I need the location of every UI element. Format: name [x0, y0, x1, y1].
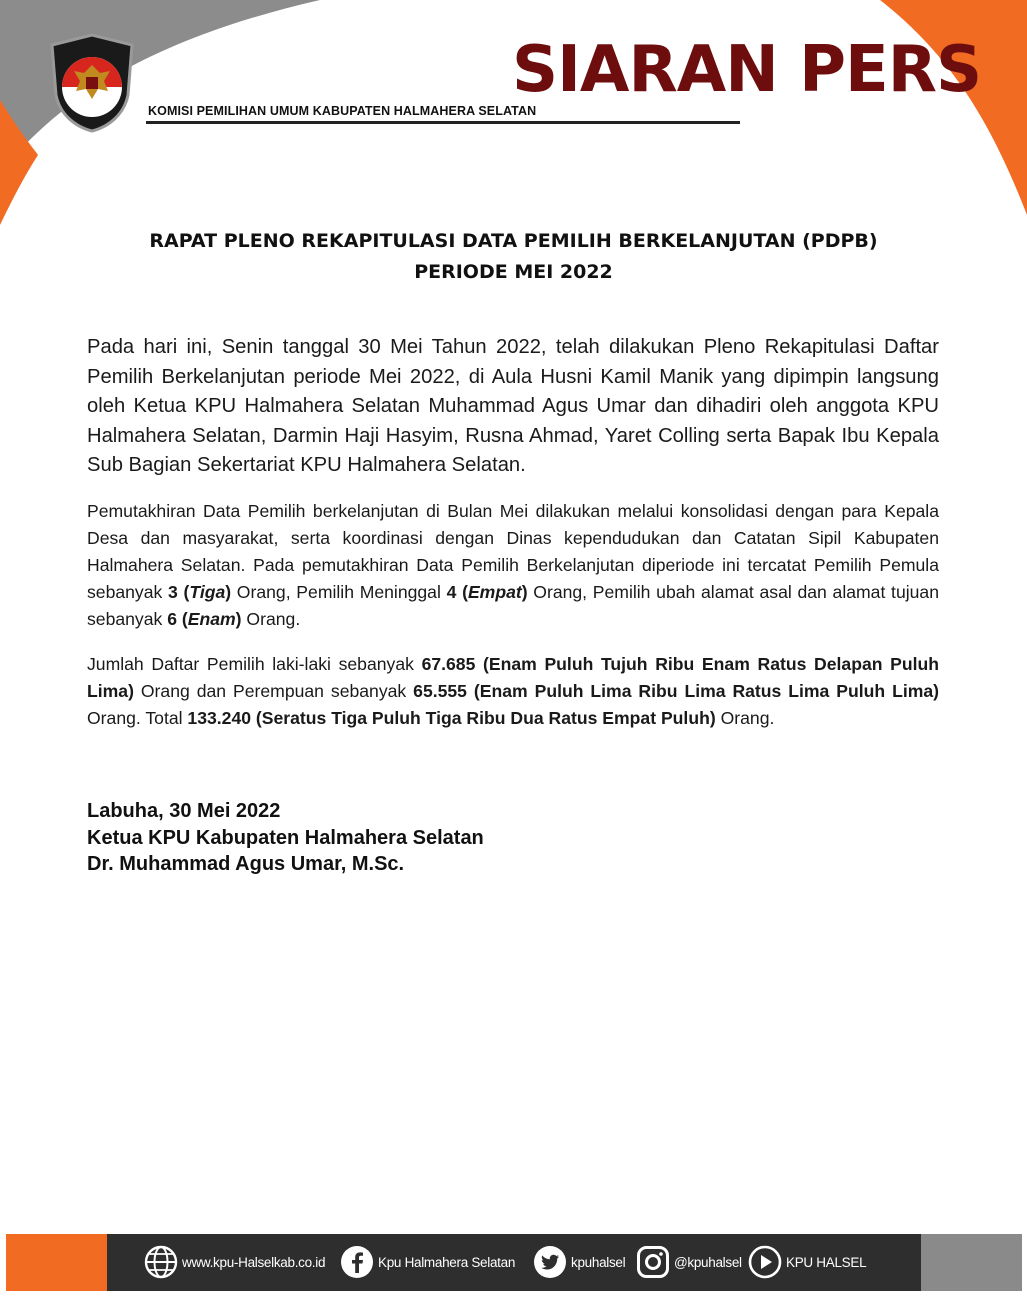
organization-name: KOMISI PEMILIHAN UMUM KABUPATEN HALMAHERA SELATAN — [148, 104, 537, 118]
deceased-voters-count: 4 (Empat) — [446, 582, 528, 602]
paragraph-2-text-d: Orang. — [241, 609, 301, 629]
footer-twitter-label: kpuhalsel — [571, 1254, 626, 1270]
signature-position: Ketua KPU Kabupaten Halmahera Selatan — [87, 826, 484, 849]
paragraph-3-text-b: Orang dan Perempuan sebanyak — [133, 681, 414, 701]
footer-bar — [0, 1234, 1027, 1291]
male-voters-total: 67.685 (Enam Puluh Tujuh Ribu Enam Ratus Delapan Puluh Lima) — [87, 654, 939, 701]
paragraph-2-text-b: Orang, Pemilih Meninggal — [231, 582, 447, 602]
footer-facebook-label: Kpu Halmahera Selatan — [378, 1254, 516, 1270]
paragraph-3-text-d: Orang. — [715, 708, 775, 728]
document-title — [0, 226, 1027, 288]
signature-place-date: Labuha, 30 Mei 2022 — [87, 800, 281, 822]
footer-youtube-label: KPU HALSEL — [786, 1254, 867, 1270]
footer-twitter[interactable] — [533, 1244, 625, 1280]
female-voters-total: 65.555 (Enam Puluh Lima Ribu Lima Ratus Lima Puluh Lima) — [413, 681, 939, 701]
footer-website[interactable] — [144, 1244, 325, 1280]
address-change-count: 6 (Enam) — [167, 609, 242, 629]
press-release-title: SIARAN PERS — [512, 33, 982, 107]
globe-icon — [144, 1245, 178, 1279]
paragraph-2-text-c: Orang, Pemilih ubah alamat asal dan alamat tujuan sebanyak — [87, 582, 939, 629]
kpu-logo — [48, 33, 136, 133]
paragraph-3-text-c: Orang. Total — [87, 708, 188, 728]
footer-instagram[interactable] — [636, 1244, 742, 1280]
footer-orange-block — [6, 1234, 107, 1291]
footer-youtube[interactable] — [748, 1244, 866, 1280]
paragraph-2-text-a: Pemutakhiran Data Pemilih berkelanjutan di Bulan Mei dilakukan melalui konsolidasi dengan para Kepala Desa dan masyarakat, serta koordinasi dengan Dinas kependudukan dan Catatan Sipil Kabupaten Halmahera Selatan. Pada pemutakhiran Data Pemilih Berkelanjutan diperiode ini tercatat Pemilih Pemula sebanyak — [87, 501, 939, 602]
grand-total-voters: 133.240 (Seratus Tiga Puluh Tiga Ribu Dua Ratus Empat Puluh) — [187, 708, 716, 728]
instagram-icon — [636, 1245, 670, 1279]
footer-instagram-label: @kpuhalsel — [674, 1254, 742, 1270]
document-title-line-1: RAPAT PLENO REKAPITULASI DATA PEMILIH BERKELANJUTAN (PDPB) — [149, 230, 878, 252]
paragraph-1: Pada hari ini, Senin tanggal 30 Mei Tahun 2022, telah dilakukan Pleno Rekapitulasi Daftar Pemilih Berkelanjutan periode Mei 2022, di Aula Husni Kamil Manik yang dipimpin langsung oleh Ketua KPU Halmahera Selatan Muhammad Agus Umar dan dihadiri oleh anggota KPU Halmahera Selatan, Darmin Haji Hasyim, Rusna Ahmad, Yaret Colling serta Bapak Ibu Kepala Sub Bagian Sekertariat KPU Halmahera Selatan. — [87, 336, 939, 477]
facebook-icon — [340, 1245, 374, 1279]
footer-grey-block — [921, 1234, 1022, 1291]
new-voters-count: 3 (Tiga) — [168, 582, 232, 602]
signature-name: Dr. Muhammad Agus Umar, M.Sc. — [87, 853, 405, 875]
paragraph-3-text-a: Jumlah Daftar Pemilih laki-laki sebanyak — [87, 654, 422, 674]
paragraph-2 — [87, 498, 939, 633]
signature-block — [87, 798, 484, 878]
play-icon — [748, 1245, 782, 1279]
twitter-icon — [533, 1245, 567, 1279]
footer-website-label: www.kpu-Halselkab.co.id — [182, 1254, 326, 1270]
footer-facebook[interactable] — [340, 1244, 515, 1280]
header-divider — [146, 121, 740, 124]
document-title-line-2: PERIODE MEI 2022 — [414, 261, 613, 283]
paragraph-3 — [87, 651, 939, 732]
